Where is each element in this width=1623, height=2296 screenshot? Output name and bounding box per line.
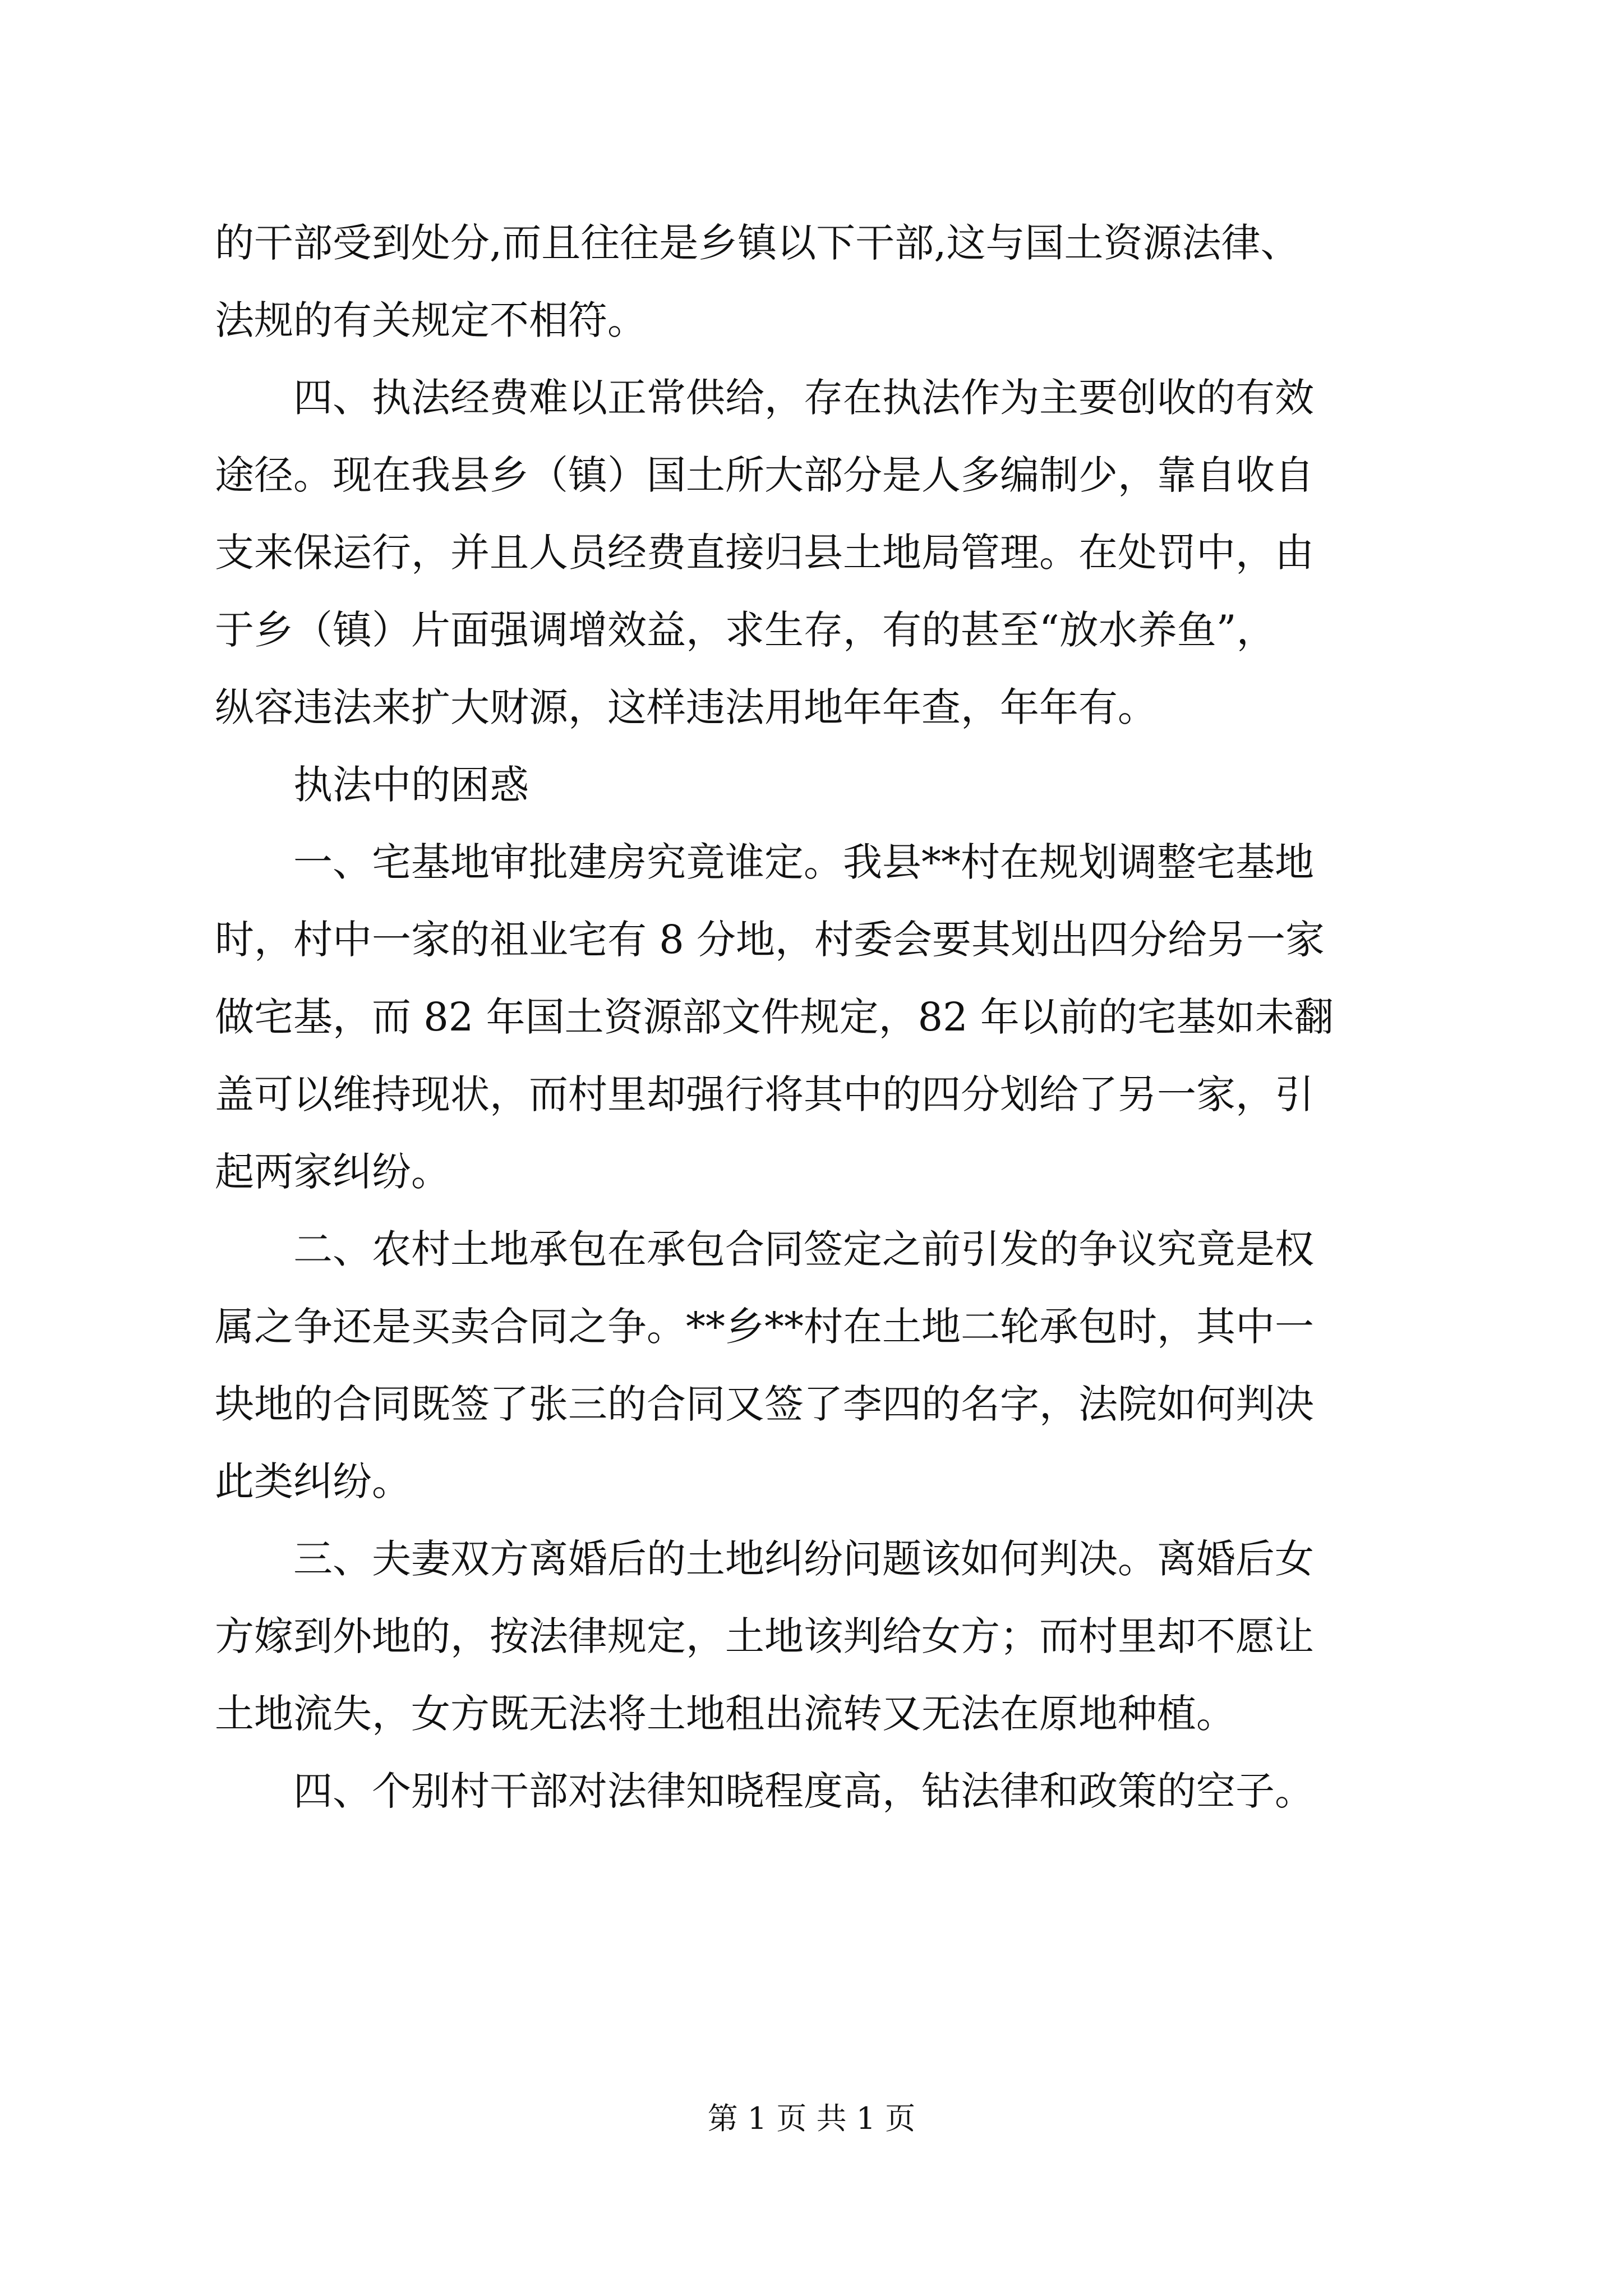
text-line: 的干部受到处分,而且往往是乡镇以下干部,这与国土资源法律、 <box>215 220 1300 266</box>
text-line: 此类纠纷。 <box>215 1458 411 1504</box>
text-line: 方嫁到外地的，按法律规定，土地该判给女方；而村里却不愿让 <box>215 1613 1314 1659</box>
text-line: 做宅基，而 82 年国土资源部文件规定，82 年以前的宅基如未翻 <box>215 994 1334 1040</box>
text-line: 起两家纠纷。 <box>215 1149 450 1195</box>
paragraph-start: 一、宅基地审批建房究竟谁定。我县**村在规划调整宅基地 <box>293 839 1314 885</box>
text-line: 法规的有关规定不相符。 <box>215 297 647 343</box>
page-footer: 第 1 页 共 1 页 <box>707 2101 916 2136</box>
paragraph-start: 四、执法经费难以正常供给，存在执法作为主要创收的有效 <box>293 375 1314 421</box>
text-line: 时，村中一家的祖业宅有 8 分地，村委会要其划出四分给另一家 <box>215 917 1325 963</box>
text-line: 途径。现在我县乡（镇）国土所大部分是人多编制少，靠自收自 <box>215 452 1314 498</box>
text-line: 盖可以维持现状，而村里却强行将其中的四分划给了另一家，引 <box>215 1071 1314 1117</box>
paragraph-start: 二、农村土地承包在承包合同签定之前引发的争议究竟是权 <box>293 1226 1314 1272</box>
text-line: 于乡（镇）片面强调增效益，求生存，有的甚至“放水养鱼”， <box>215 607 1276 653</box>
paragraph-start: 三、夫妻双方离婚后的土地纠纷问题该如何判决。离婚后女 <box>293 1536 1314 1582</box>
text-line: 土地流失，女方既无法将土地租出流转又无法在原地种植。 <box>215 1691 1235 1737</box>
text-line: 纵容违法来扩大财源，这样违法用地年年查，年年有。 <box>215 684 1157 730</box>
text-line: 块地的合同既签了张三的合同又签了李四的名字，法院如何判决 <box>215 1381 1314 1427</box>
paragraph-start: 四、个别村干部对法律知晓程度高，钻法律和政策的空子。 <box>293 1768 1314 1814</box>
text-line: 支来保运行，并且人员经费直接归县土地局管理。在处罚中，由 <box>215 530 1314 576</box>
section-heading: 执法中的困惑 <box>293 762 529 808</box>
text-line: 属之争还是买卖合同之争。**乡**村在土地二轮承包时，其中一 <box>215 1304 1314 1350</box>
